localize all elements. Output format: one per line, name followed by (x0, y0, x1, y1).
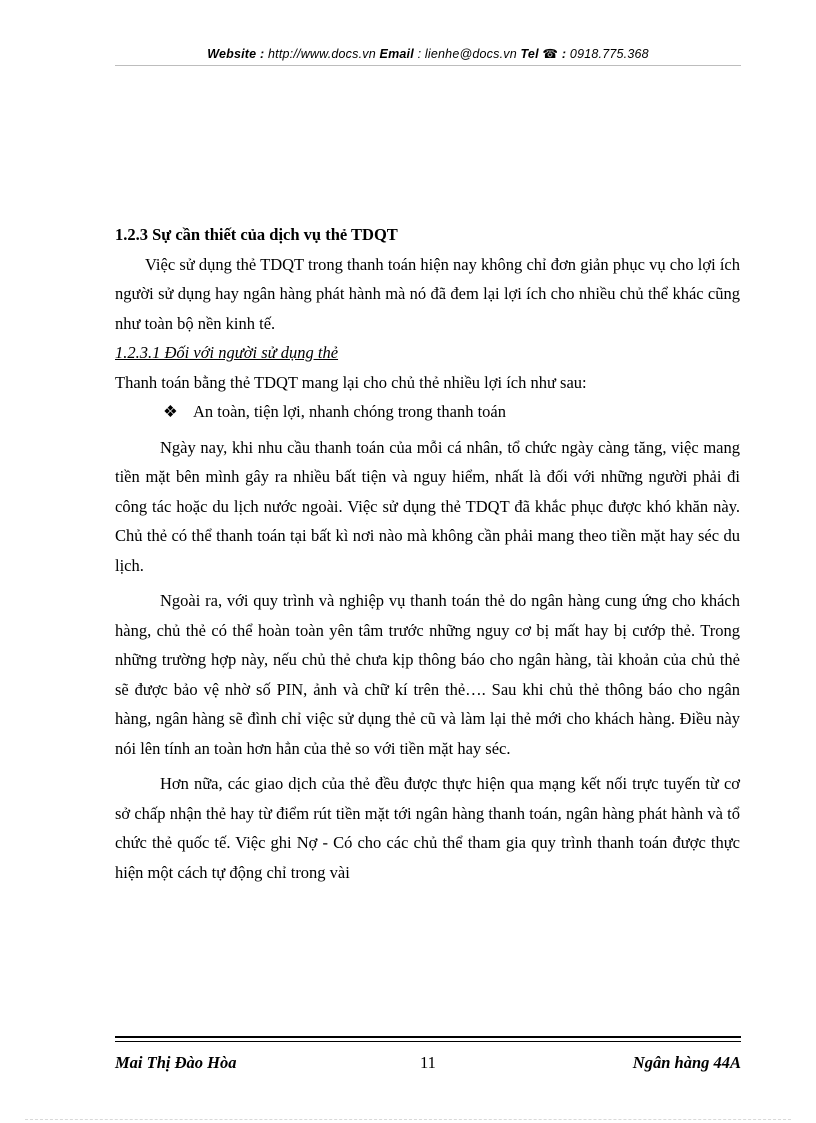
email-label: Email (379, 47, 414, 61)
bullet-item (115, 397, 740, 427)
page-number: 11 (420, 1053, 436, 1072)
website-value: http://www.docs.vn (268, 47, 376, 61)
body-paragraph-2: Ngoài ra, với quy trình và nghiệp vụ thanh toán thẻ do ngân hàng cung ứng cho khách hàng, chủ thẻ có thể hoàn toàn yên tâm trước những nguy cơ bị mất hay bị cướp thẻ. Trong những trường hợp này, nếu chủ thẻ chưa kịp thông báo cho ngân hàng, tài khoản của chủ thẻ sẽ được bảo vệ nhờ số PIN, ảnh và chữ kí trên thẻ…. Sau khi chủ thẻ thông báo cho ngân hàng, ngân hàng sẽ đình chỉ việc sử dụng thẻ cũ và làm lại thẻ mới cho khách hàng. Điều này nói lên tính an toàn hơn hẳn của thẻ so với tiền mặt hay séc. (115, 591, 740, 758)
page-header (115, 46, 741, 61)
website-label: Website : (207, 47, 265, 61)
tel-value: 0918.775.368 (569, 47, 649, 61)
header-divider (115, 65, 741, 66)
body-paragraph-3: Hơn nữa, các giao dịch của thẻ đều được thực hiện qua mạng kết nối trực tuyến từ cơ sở chấp nhận thẻ hay từ điểm rút tiền mặt tới ngân hàng thanh toán, ngân hàng phát hành và tổ chức thẻ quốc tế. Việc ghi Nợ - Có cho các chủ thể tham gia quy trình thanh toán được thực hiện một cách tự động chỉ trong vài (115, 774, 740, 882)
section-title: 1.2.3 Sự cần thiết của dịch vụ thẻ TDQT (115, 225, 398, 244)
body-paragraph-1: Ngày nay, khi nhu cầu thanh toán của mỗi cá nhân, tổ chức ngày càng tăng, việc mang tiền mặt bên mình gây ra nhiều bất tiện và nguy hiểm, nhất là đối với những người phải đi công tác hoặc du lịch nước ngoài. Việc sử dụng thẻ TDQT đã khắc phục được khó khăn này. Chủ thẻ có thể thanh toán tại bất kì nơi nào mà không cần phải mang theo tiền mặt hay séc du lịch. (115, 437, 740, 575)
footer-divider-thin (115, 1041, 741, 1042)
tel-label: Tel ☎ : (520, 47, 567, 61)
subsection-title: 1.2.3.1 Đối với người sử dụng thẻ (115, 343, 339, 362)
intro-paragraph: Việc sử dụng thẻ TDQT trong thanh toán hiện nay không chỉ đơn giản phục vụ cho lợi ích người sử dụng hay ngân hàng phát hành mà nó đã đem lại lợi ích cho nhiều chủ thể khác cũng như toàn bộ nền kinh tế. (115, 254, 740, 333)
bullet-text: An toàn, tiện lợi, nhanh chóng trong thanh toán (193, 402, 507, 421)
email-value: : lienhe@docs.vn (417, 47, 517, 61)
diamond-bullet-icon: ❖ (163, 402, 178, 421)
page-footer (115, 1053, 741, 1077)
document-body (115, 220, 740, 887)
page-edge-line (25, 1119, 791, 1120)
footer-class: Ngân hàng 44A (632, 1053, 741, 1072)
footer-divider-thick (115, 1036, 741, 1038)
footer-author: Mai Thị Đào Hòa (115, 1053, 237, 1072)
lead-paragraph: Thanh toán bằng thẻ TDQT mang lại cho chủ thẻ nhiều lợi ích như sau: (115, 372, 587, 392)
